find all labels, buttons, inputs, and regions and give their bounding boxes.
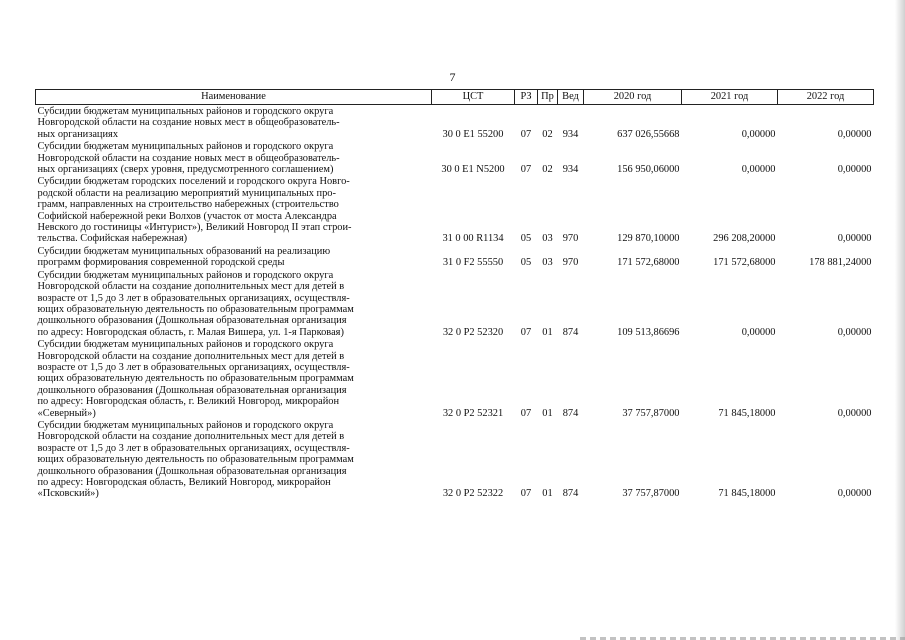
cell-cst: 30 0 E1 55200 xyxy=(442,128,504,140)
name-line: дошкольного образования (Дошкольная образовательная организация xyxy=(37,465,347,477)
cell-cst: 31 0 F2 55550 xyxy=(442,257,504,269)
cell-ved: 934 xyxy=(562,164,579,176)
cell-name xyxy=(36,245,432,269)
cell-cst: 32 0 P2 52322 xyxy=(442,488,504,500)
name-line: родской области на реализацию мероприятий муниципальных про- xyxy=(37,187,336,199)
table-row xyxy=(36,105,874,141)
header-2020: 2020 год xyxy=(584,90,682,105)
cell-pr: 01 xyxy=(542,407,553,419)
header-cst: ЦСТ xyxy=(432,90,515,105)
table-row xyxy=(36,419,874,500)
cell-pr: 01 xyxy=(542,326,553,338)
header-ved: Вед xyxy=(558,90,584,105)
cell-pr: 02 xyxy=(542,128,553,140)
cell-cst: 32 0 P2 52320 xyxy=(442,326,504,338)
cell-y2022: 0,00000 xyxy=(837,488,872,500)
cell-name xyxy=(36,338,432,419)
cell-y2022: 0,00000 xyxy=(837,164,872,176)
name-line: ющих образовательную деятельность по образовательным программам xyxy=(37,454,354,466)
name-line: ных организациях (сверх уровня, предусмотренного соглашением) xyxy=(37,164,334,176)
header-pr: Пр xyxy=(538,90,558,105)
cell-rz: 07 xyxy=(520,326,532,338)
table-row xyxy=(36,269,874,338)
name-line: Субсидии бюджетам муниципальных районов и городского округа xyxy=(37,339,334,351)
cell-rz: 07 xyxy=(520,488,532,500)
name-line: Новгородской области на создание новых мест в общеобразователь- xyxy=(37,117,340,129)
cell-ved: 874 xyxy=(562,488,579,500)
cell-y2022: 0,00000 xyxy=(837,407,872,419)
cell-cst: 32 0 P2 52321 xyxy=(442,407,504,419)
cell-y2021: 71 845,18000 xyxy=(718,407,776,419)
cell-y2020: 37 757,87000 xyxy=(622,407,680,419)
cell-rz: 07 xyxy=(520,128,532,140)
name-line: «Псковский») xyxy=(37,488,99,500)
name-line: по адресу: Новгородская область, Великий Новгород, микрорайон xyxy=(37,477,331,488)
header-2022: 2022 год xyxy=(778,90,874,105)
name-line: «Северный») xyxy=(37,407,96,419)
cell-y2022: 0,00000 xyxy=(837,128,872,140)
cell-y2022: 0,00000 xyxy=(837,233,872,245)
cell-name xyxy=(36,140,432,175)
name-line: Невского до гостиницы «Интурист»), Великий Новгород II этап строи- xyxy=(37,222,352,234)
name-line: по адресу: Новгородская область, г. Великий Новгород, микрорайон xyxy=(37,396,340,408)
name-line: программ формирования современной городской среды xyxy=(37,257,285,269)
name-line: Новгородской области на создание дополнительных мест для детей в xyxy=(37,350,345,362)
cell-pr: 03 xyxy=(542,257,553,269)
table-row xyxy=(36,175,874,244)
cell-y2021: 0,00000 xyxy=(741,326,776,338)
name-line: Субсидии бюджетам муниципальных образований на реализацию xyxy=(37,245,331,257)
table-header-row xyxy=(36,90,874,105)
cell-name xyxy=(36,419,432,500)
page-number: 7 xyxy=(449,70,456,84)
cell-rz: 07 xyxy=(520,407,532,419)
name-line: ных организациях xyxy=(37,128,119,140)
cell-y2021: 71 845,18000 xyxy=(718,488,776,500)
cell-y2020: 171 572,68000 xyxy=(617,257,680,269)
name-line: возрасте от 1,5 до 3 лет в образовательных организациях, осуществля- xyxy=(37,292,350,304)
cell-rz: 07 xyxy=(520,164,532,176)
name-line: Софийской набережной реки Волхов (участок от моста Александра xyxy=(37,210,337,222)
cell-y2020: 156 950,06000 xyxy=(617,164,680,176)
header-rz: РЗ xyxy=(515,90,538,105)
cell-ved: 934 xyxy=(562,128,579,140)
cell-ved: 970 xyxy=(562,257,579,269)
cell-y2022: 0,00000 xyxy=(837,326,872,338)
table-row xyxy=(36,140,874,175)
cell-name xyxy=(36,269,432,338)
cell-y2020: 109 513,86696 xyxy=(617,326,680,338)
header-name: Наименование xyxy=(36,90,432,105)
table-row xyxy=(36,245,874,269)
name-line: ющих образовательную деятельность по образовательным программам xyxy=(37,373,354,385)
name-line: ющих образовательную деятельность по образовательным программам xyxy=(37,303,354,315)
cell-y2021: 296 208,20000 xyxy=(713,233,776,245)
name-line: Субсидии бюджетам муниципальных районов и городского округа xyxy=(37,141,334,153)
name-line: Субсидии бюджетам муниципальных районов и городского округа xyxy=(37,269,334,281)
cell-y2021: 171 572,68000 xyxy=(713,257,776,269)
table-row xyxy=(36,338,874,419)
cell-ved: 874 xyxy=(562,326,579,338)
cell-rz: 05 xyxy=(520,257,532,269)
cell-pr: 03 xyxy=(542,233,553,245)
cell-pr: 01 xyxy=(542,488,553,500)
cell-y2021: 0,00000 xyxy=(741,128,776,140)
name-line: тельства. Софийская набережная) xyxy=(37,233,188,245)
cell-name xyxy=(36,105,432,141)
name-line: возрасте от 1,5 до 3 лет в образовательных организациях, осуществля- xyxy=(37,442,350,454)
name-line: возрасте от 1,5 до 3 лет в образовательных организациях, осуществля- xyxy=(37,361,350,373)
cell-y2022: 178 881,24000 xyxy=(809,257,872,269)
cell-cst: 31 0 00 R1134 xyxy=(442,233,504,245)
cell-y2020: 129 870,10000 xyxy=(617,233,680,245)
name-line: Субсидии бюджетам муниципальных районов и городского округа xyxy=(37,106,334,117)
cell-pr: 02 xyxy=(542,164,553,176)
name-line: дошкольного образования (Дошкольная образовательная организация xyxy=(37,384,347,396)
name-line: Субсидии бюджетам городских поселений и городского округа Новго- xyxy=(37,176,350,188)
cell-cst: 30 0 E1 N5200 xyxy=(441,164,505,176)
budget-table xyxy=(35,89,874,500)
name-line: грамм, направленных на строительство набережных (строительство xyxy=(37,199,339,211)
cell-name xyxy=(36,175,432,244)
cell-y2020: 637 026,55668 xyxy=(617,128,680,140)
table-body xyxy=(36,105,874,500)
cell-ved: 874 xyxy=(562,407,579,419)
cell-rz: 05 xyxy=(520,233,532,245)
name-line: по адресу: Новгородская область, г. Малая Вишера, ул. 1-я Парковая) xyxy=(37,326,344,338)
name-line: Новгородской области на создание дополнительных мест для детей в xyxy=(37,281,345,293)
name-line: Субсидии бюджетам муниципальных районов и городского округа xyxy=(37,419,334,431)
name-line: Новгородской области на создание новых мест в общеобразователь- xyxy=(37,152,340,164)
name-line: Новгородской области на создание дополнительных мест для детей в xyxy=(37,431,345,443)
header-2021: 2021 год xyxy=(682,90,778,105)
scan-edge-shadow xyxy=(895,0,905,640)
cell-y2021: 0,00000 xyxy=(741,164,776,176)
cell-ved: 970 xyxy=(562,233,579,245)
name-line: дошкольного образования (Дошкольная образовательная организация xyxy=(37,315,347,327)
cell-y2020: 37 757,87000 xyxy=(622,488,680,500)
